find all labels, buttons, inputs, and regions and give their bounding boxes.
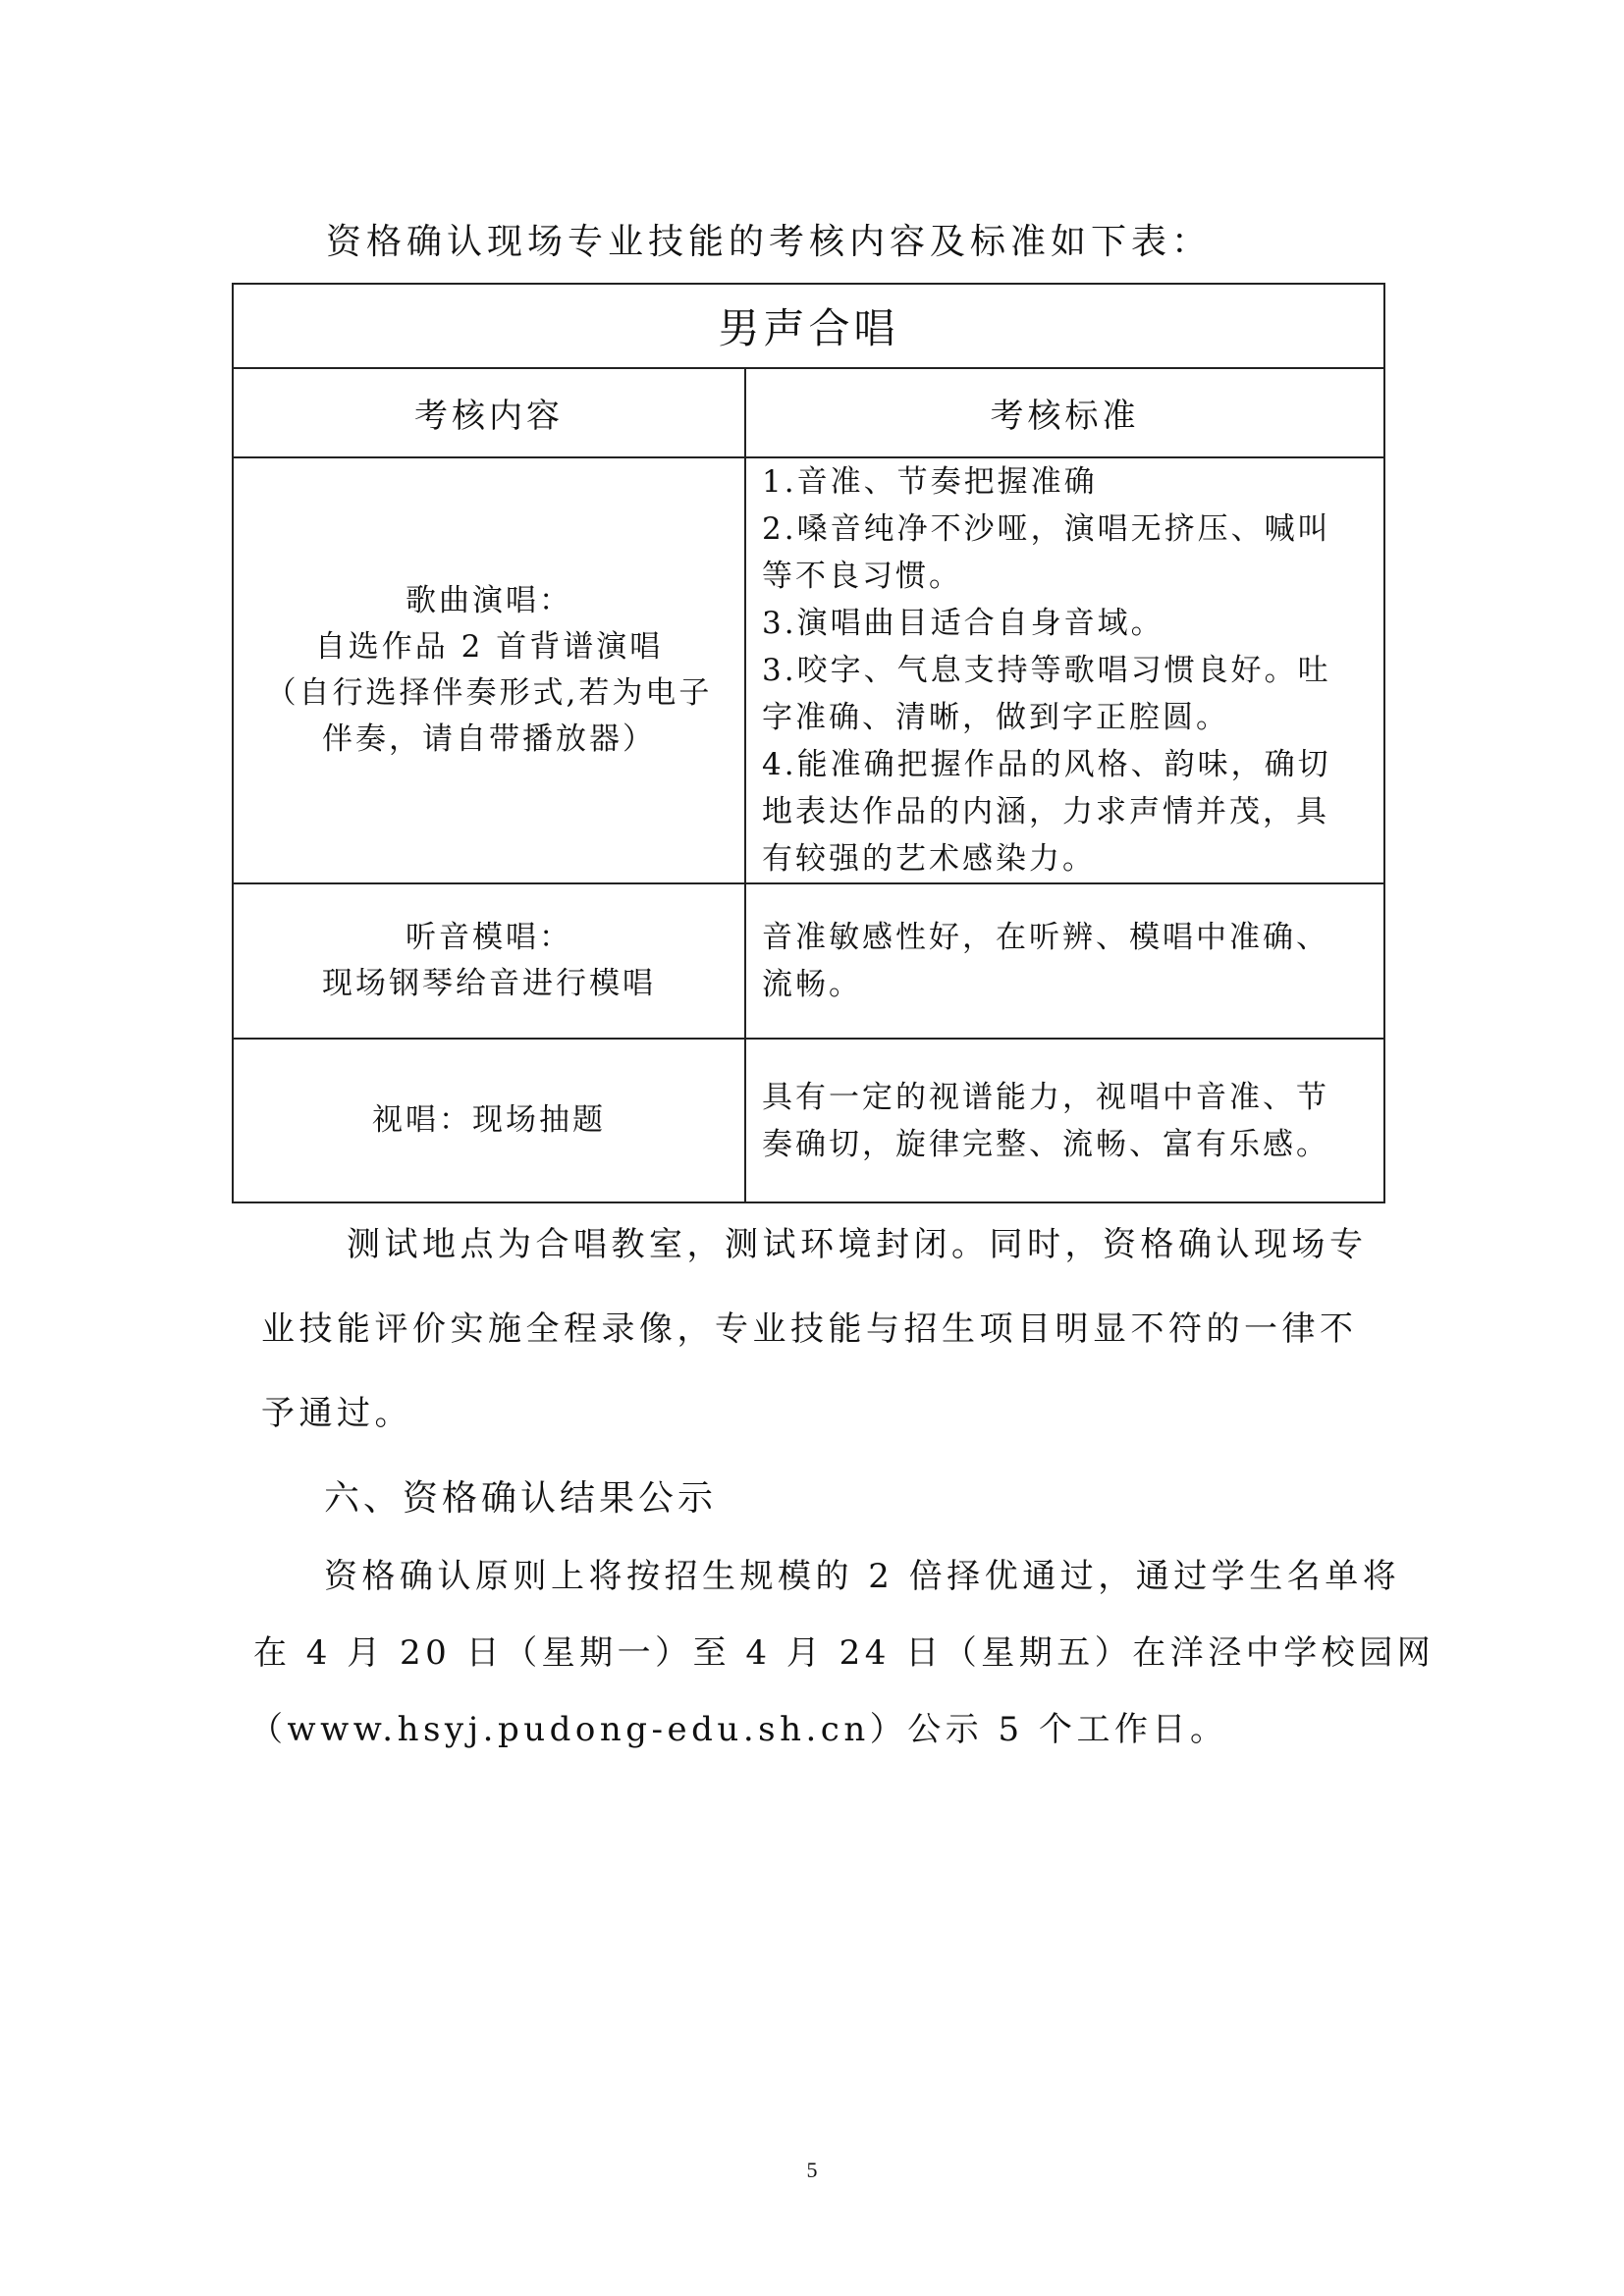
standard-line: 1.音准、节奏把握准确 (762, 464, 1098, 500)
standard-line: 字准确、清晰，做到字正腔圆。 (762, 700, 1229, 735)
section-heading: 六、资格确认结果公示 (324, 1478, 718, 1519)
header-content: 考核内容 (233, 368, 745, 457)
table-row (233, 1039, 1384, 1202)
standard-line: 4.能准确把握作品的风格、韵味，确切 (762, 747, 1331, 782)
row-standard (745, 1039, 1384, 1202)
assessment-table (232, 283, 1385, 1203)
standard-line: 流畅。 (762, 967, 862, 1002)
standard-line: 奏确切，旋律完整、流畅、富有乐感。 (762, 1126, 1329, 1162)
standard-line: 等不良习惯。 (762, 559, 962, 594)
standard-line: 2.嗓音纯净不沙哑，演唱无挤压、喊叫 (762, 511, 1331, 547)
standard-line: 音准敏感性好，在听辨、模唱中准确、 (762, 920, 1329, 955)
row-standard (745, 457, 1384, 883)
page-number: 5 (806, 2158, 818, 2182)
header-standard: 考核标准 (745, 368, 1384, 457)
paragraph-line: 测试地点为合唱教室，测试环境封闭。同时，资格确认现场专 (347, 1225, 1368, 1264)
standard-line: 有较强的艺术感染力。 (762, 841, 1096, 877)
row-content (233, 883, 745, 1039)
standard-line: 3.咬字、气息支持等歌唱习惯良好。吐 (762, 653, 1331, 688)
row-standard (745, 883, 1384, 1039)
paragraph-line: （www.hsyj.pudong-edu.sh.cn）公示 5 个工作日。 (249, 1710, 1228, 1749)
table-row (233, 457, 1384, 883)
standard-line: 地表达作品的内涵，力求声情并茂，具 (762, 794, 1329, 829)
paragraph-line: 在 4 月 20 日（星期一）至 4 月 24 日（星期五）在洋泾中学校园网 (253, 1633, 1435, 1673)
standard-line: 3.演唱曲目适合自身音域。 (762, 606, 1164, 641)
content-line: 现场钢琴给音进行模唱 (322, 966, 656, 1001)
standard-line: 具有一定的视谱能力，视唱中音准、节 (762, 1079, 1329, 1115)
paragraph-line: 资格确认原则上将按招生规模的 2 倍择优通过，通过学生名单将 (324, 1557, 1401, 1596)
content-line: 视唱：现场抽题 (372, 1102, 606, 1138)
content-line: 歌曲演唱： (406, 583, 572, 618)
row-content (233, 1039, 745, 1202)
content-line: （自行选择伴奏形式,若为电子 (265, 675, 713, 711)
row-content (233, 457, 745, 883)
content-line: 伴奏，请自带播放器） (322, 721, 656, 757)
table-row (233, 883, 1384, 1039)
paragraph-line: 业技能评价实施全程录像，专业技能与招生项目明显不符的一律不 (261, 1309, 1358, 1349)
content-line: 自选作品 2 首背谱演唱 (314, 629, 664, 665)
intro-text: 资格确认现场专业技能的考核内容及标准如下表： (326, 222, 1213, 262)
table-title: 男声合唱 (233, 284, 1384, 368)
content-line: 听音模唱： (406, 920, 572, 955)
paragraph-line: 予通过。 (261, 1394, 412, 1433)
